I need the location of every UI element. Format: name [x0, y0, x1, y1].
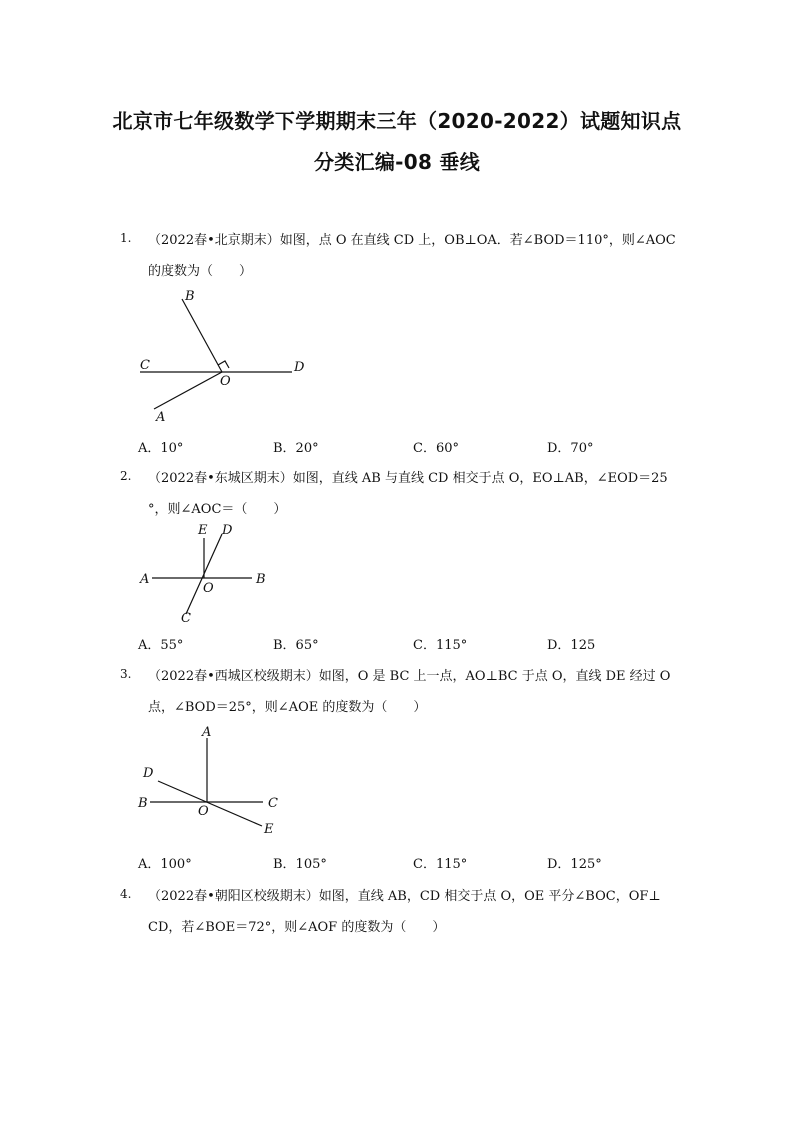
document-title-line-1: 北京市七年级数学下学期期末三年（2020-2022）试题知识点 [112, 109, 682, 133]
label-o: O [198, 804, 209, 819]
choice-b[interactable]: B．105° [273, 857, 327, 872]
question-text-line: CD，若∠BOE＝72°，则∠AOF 的度数为（ ） [148, 920, 446, 935]
label-d: D [143, 766, 154, 781]
choice-a[interactable]: A．100° [138, 857, 192, 872]
choice-b[interactable]: B．65° [273, 638, 319, 653]
label-d: D [222, 523, 233, 538]
choice-a[interactable]: A．55° [138, 638, 184, 653]
label-b: B [185, 289, 195, 304]
choice-c[interactable]: C．60° [413, 441, 459, 456]
question-text-line: （2022春•朝阳区校级期末）如图，直线 AB，CD 相交于点 O，OE 平分∠BOC，OF⊥ [148, 889, 661, 904]
choice-c[interactable]: C．115° [413, 857, 468, 872]
question-text-line: 点，∠BOD＝25°，则∠AOE 的度数为（ ） [148, 700, 427, 715]
question-text-line: °，则∠AOC＝（ ） [148, 502, 287, 517]
choice-b[interactable]: B．20° [273, 441, 319, 456]
choice-c[interactable]: C．115° [413, 638, 468, 653]
question-2-figure [130, 518, 280, 633]
choice-d[interactable]: D．125 [547, 638, 596, 653]
question-text-line: （2022春•东城区期末）如图，直线 AB 与直线 CD 相交于点 O，EO⊥AB，∠EOD＝25 [148, 471, 668, 486]
ray-ob [182, 299, 222, 372]
question-1-figure [130, 285, 330, 430]
label-o: O [220, 374, 231, 389]
question-number: 1. [120, 231, 132, 245]
label-d: D [294, 360, 305, 375]
question-text-line: （2022春•北京期末）如图，点 O 在直线 CD 上，OB⊥OA．若∠BOD＝110°，则∠AOC [148, 233, 676, 248]
document-title-line-2: 分类汇编-08 垂线 [313, 150, 481, 174]
question-text-line: （2022春•西城区校级期末）如图，O 是 BC 上一点，AO⊥BC 于点 O，直线 DE 经过 O [148, 669, 671, 684]
label-a: A [202, 725, 212, 740]
question-3-figure [130, 720, 290, 845]
question-number: 3. [120, 667, 132, 681]
label-e: E [264, 822, 274, 837]
question-number: 4. [120, 887, 132, 901]
label-e: E [198, 523, 208, 538]
ray-oa [154, 372, 222, 409]
label-b: B [138, 796, 148, 811]
choice-d[interactable]: D．125° [547, 857, 602, 872]
question-text-line: 的度数为（ ） [148, 264, 253, 279]
label-c: C [268, 796, 278, 811]
line-de [158, 781, 262, 826]
label-o: O [203, 581, 214, 596]
label-b: B [256, 572, 266, 587]
choice-d[interactable]: D．70° [547, 441, 594, 456]
label-c: C [181, 611, 191, 626]
question-number: 2. [120, 469, 132, 483]
label-a: A [140, 572, 150, 587]
label-a: A [156, 410, 166, 425]
choice-a[interactable]: A．10° [138, 441, 184, 456]
label-c: C [140, 358, 150, 373]
